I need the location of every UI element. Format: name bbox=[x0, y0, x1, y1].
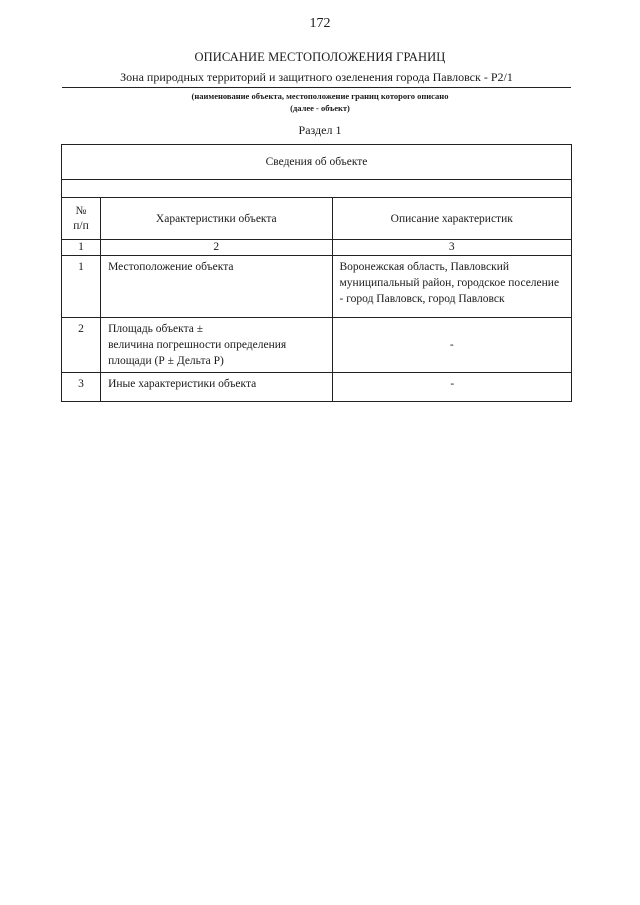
table-row bbox=[62, 318, 572, 373]
column-header-characteristics: Характеристики объекта bbox=[101, 198, 332, 240]
column-number: 1 bbox=[62, 240, 101, 256]
page-number: 172 bbox=[309, 16, 331, 31]
table-header-row bbox=[62, 145, 572, 180]
column-header-num: № п/п bbox=[62, 198, 101, 240]
column-number: 3 bbox=[332, 240, 571, 256]
row-description: Воронежская область, Павловский муниципальный район, городское поселение - город Павловск, город Павловск bbox=[332, 256, 571, 318]
row-number: 1 bbox=[62, 256, 101, 318]
table-column-header-row bbox=[62, 198, 572, 240]
object-name: Зона природных территорий и защитного озеленения города Павловск - Р2/1 bbox=[120, 70, 513, 84]
object-name-caption-continued: (далее - объект) bbox=[290, 103, 350, 113]
table-row bbox=[62, 256, 572, 318]
table-row bbox=[62, 373, 572, 402]
column-header-description: Описание характеристик bbox=[332, 198, 571, 240]
row-characteristic: Местоположение объекта bbox=[101, 256, 332, 318]
row-number: 2 bbox=[62, 318, 101, 373]
object-info-table bbox=[61, 144, 572, 402]
table-blank-cell bbox=[62, 180, 572, 198]
row-characteristic: Иные характеристики объекта bbox=[101, 373, 332, 402]
row-number: 3 bbox=[62, 373, 101, 402]
row-characteristic: Площадь объекта ± величина погрешности определения площади (Р ± Дельта Р) bbox=[101, 318, 332, 373]
row-description: - bbox=[332, 318, 571, 373]
row-description: - bbox=[332, 373, 571, 402]
table-header: Сведения об объекте bbox=[62, 145, 572, 180]
table-column-number-row bbox=[62, 240, 572, 256]
object-name-caption: (наименование объекта, местоположение границ которого описано bbox=[191, 91, 449, 101]
section-label: Раздел 1 bbox=[298, 123, 342, 137]
table-blank-row bbox=[62, 180, 572, 198]
object-name-underline bbox=[62, 87, 571, 88]
column-number: 2 bbox=[101, 240, 332, 256]
document-title: ОПИСАНИЕ МЕСТОПОЛОЖЕНИЯ ГРАНИЦ bbox=[194, 50, 446, 64]
